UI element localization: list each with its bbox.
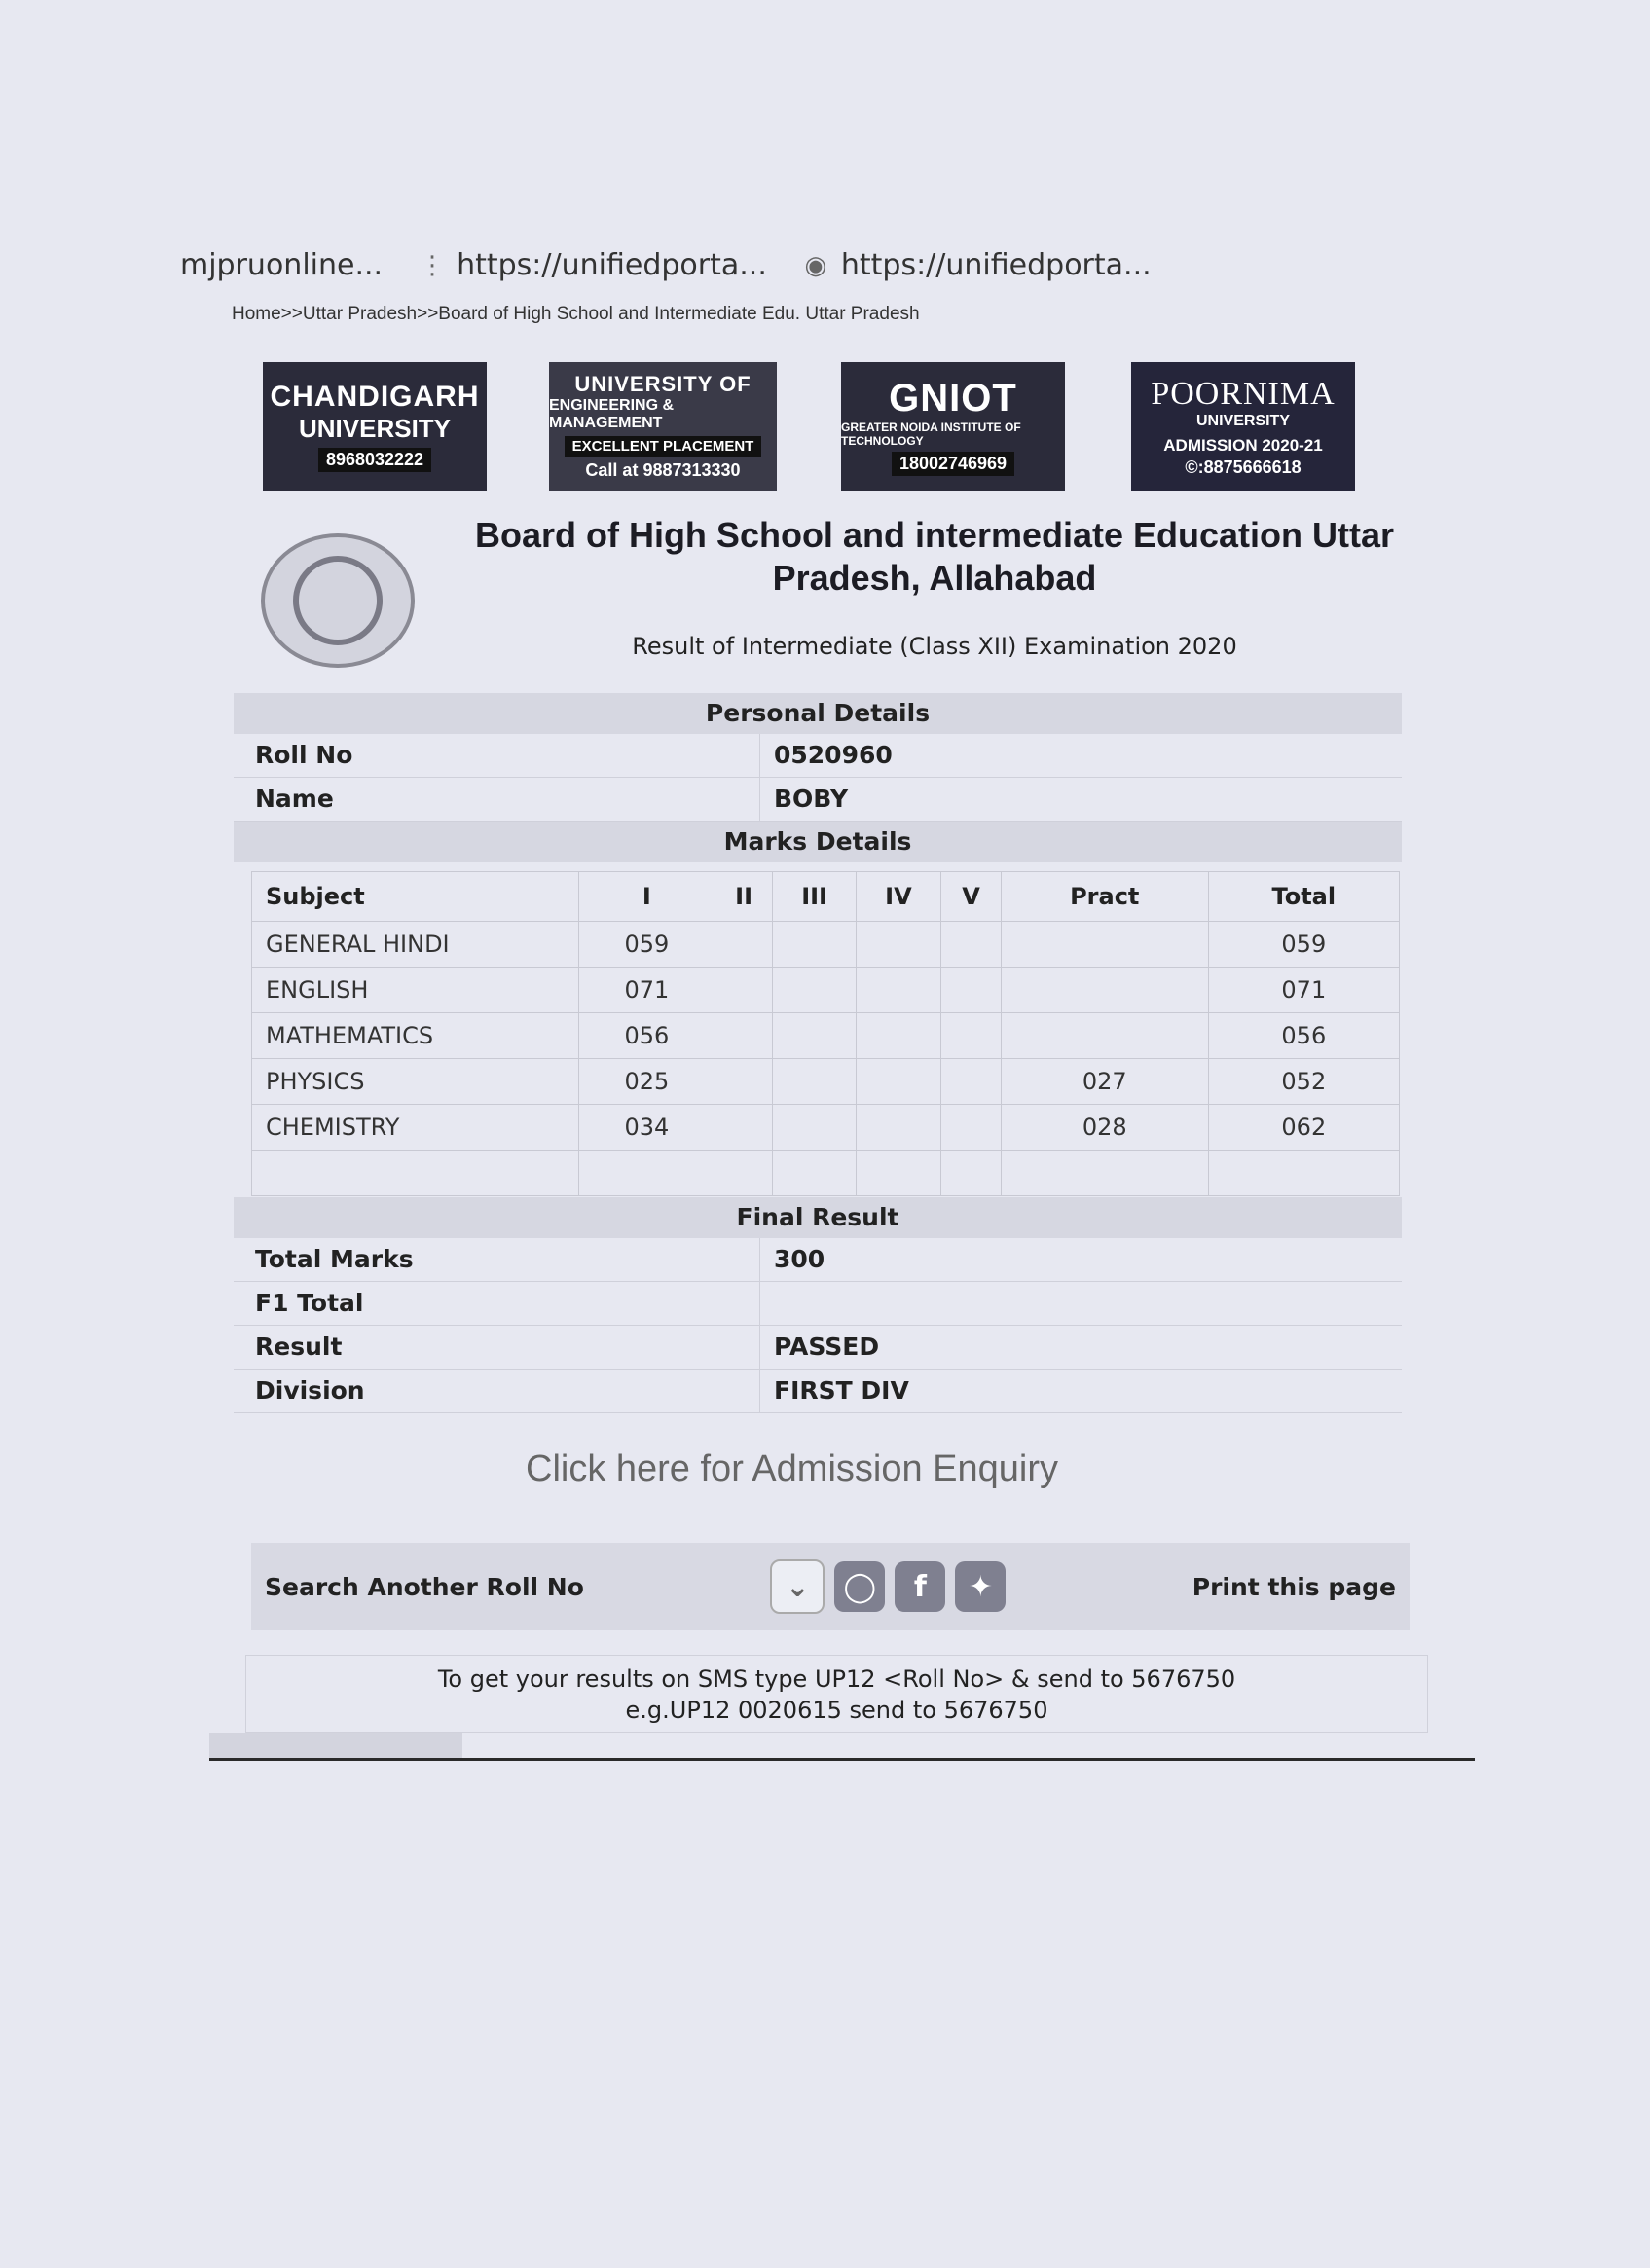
sms-example: e.g.UP12 0020615 send to 5676750 <box>625 1697 1048 1724</box>
exam-title: Result of Intermediate (Class XII) Examination 2020 <box>632 633 1237 660</box>
ad-phone: 18002746969 <box>892 452 1014 476</box>
marks-cell <box>715 1151 773 1196</box>
name-value: BOBY <box>759 778 1402 821</box>
roll-no-row <box>234 734 1402 778</box>
total-marks-row <box>234 1238 1402 1282</box>
marks-cell: 028 <box>1001 1105 1208 1151</box>
board-title: Board of High School and intermediate Education Uttar Pradesh, Allahabad <box>474 515 1395 598</box>
bookmark-2[interactable]: ⋮ https://unifiedporta... <box>420 248 767 282</box>
facebook-icon[interactable]: f <box>895 1561 945 1612</box>
name-label: Name <box>255 785 334 813</box>
subject-cell <box>252 1151 579 1196</box>
marks-cell <box>856 1105 940 1151</box>
social-icons <box>770 1559 1006 1614</box>
marks-cell: 056 <box>1208 1013 1399 1059</box>
subject-cell: PHYSICS <box>252 1059 579 1105</box>
division-value: FIRST DIV <box>759 1370 1402 1412</box>
division-label: Division <box>255 1376 365 1405</box>
marks-cell: 062 <box>1208 1105 1399 1151</box>
name-row <box>234 778 1402 822</box>
marks-cell <box>856 922 940 968</box>
bookmarks-bar <box>180 248 1152 282</box>
column-header: Subject <box>252 872 579 922</box>
ad-phone: ©:8875666618 <box>1185 457 1302 477</box>
bookmark-3[interactable]: ◉ https://unifiedporta... <box>804 248 1152 282</box>
final-result <box>234 1197 1402 1413</box>
marks-cell <box>1001 968 1208 1013</box>
marks-cell <box>941 1105 1002 1151</box>
footer-bar <box>209 1733 462 1758</box>
sms-line: To get your results on SMS type UP12 <Roll No> & send to 5676750 <box>437 1665 1236 1693</box>
f1-total-row <box>234 1282 1402 1326</box>
table-row <box>252 1059 1400 1105</box>
marks-cell <box>773 1013 856 1059</box>
marks-cell <box>1001 1013 1208 1059</box>
ad-text: UNIVERSITY <box>298 414 452 443</box>
sms-info <box>245 1655 1428 1733</box>
subject-cell: GENERAL HINDI <box>252 922 579 968</box>
subject-cell: CHEMISTRY <box>252 1105 579 1151</box>
division-row <box>234 1370 1402 1413</box>
subject-cell: MATHEMATICS <box>252 1013 579 1059</box>
marks-cell: 059 <box>579 922 715 968</box>
marks-cell <box>773 968 856 1013</box>
marks-cell: 071 <box>579 968 715 1013</box>
breadcrumb[interactable]: Home>>Uttar Pradesh>>Board of High School and Intermediate Edu. Uttar Pradesh <box>232 304 920 324</box>
section-heading: Final Result <box>234 1197 1402 1238</box>
marks-cell: 027 <box>1001 1059 1208 1105</box>
marks-cell <box>856 1059 940 1105</box>
search-another-roll-link[interactable]: Search Another Roll No <box>265 1572 584 1601</box>
marks-cell <box>856 1151 940 1196</box>
ad-chandigarh-university[interactable] <box>263 362 487 491</box>
marks-cell <box>715 1105 773 1151</box>
marks-cell <box>941 922 1002 968</box>
marks-cell <box>1001 922 1208 968</box>
bookmark-1[interactable]: mjpruonline... <box>180 248 384 282</box>
result-row <box>234 1326 1402 1370</box>
ad-phone: Call at 9887313330 <box>585 460 741 480</box>
marks-cell <box>1001 1151 1208 1196</box>
ad-text: GNIOT <box>889 377 1017 420</box>
column-header: II <box>715 872 773 922</box>
marks-cell <box>773 922 856 968</box>
marks-cell: 052 <box>1208 1059 1399 1105</box>
personal-details <box>234 693 1402 862</box>
marks-cell <box>715 1059 773 1105</box>
chevron-down-icon[interactable]: ⌄ <box>770 1559 825 1614</box>
marks-cell: 025 <box>579 1059 715 1105</box>
column-header: Pract <box>1001 872 1208 922</box>
marks-cell <box>941 1013 1002 1059</box>
marks-cell: 056 <box>579 1013 715 1059</box>
marks-cell <box>715 922 773 968</box>
subject-cell: ENGLISH <box>252 968 579 1013</box>
marks-cell <box>941 1151 1002 1196</box>
marks-cell <box>773 1059 856 1105</box>
ad-text: UNIVERSITY <box>1195 412 1290 429</box>
marks-cell <box>579 1151 715 1196</box>
marks-cell <box>773 1105 856 1151</box>
column-header: Total <box>1208 872 1399 922</box>
ad-text: CHANDIGARH <box>270 381 480 413</box>
roll-no-value: 0520960 <box>759 734 1402 777</box>
marks-cell <box>941 1059 1002 1105</box>
result-label: Result <box>255 1333 343 1361</box>
total-marks-value: 300 <box>759 1238 1402 1281</box>
marks-cell: 059 <box>1208 922 1399 968</box>
ad-poornima[interactable] <box>1131 362 1355 491</box>
ad-text: GREATER NOIDA INSTITUTE OF TECHNOLOGY <box>841 421 1021 448</box>
section-heading: Marks Details <box>234 822 1402 862</box>
seal-emblem-icon <box>293 556 383 645</box>
f1-total-label: F1 Total <box>255 1289 364 1317</box>
marks-cell <box>715 968 773 1013</box>
ad-uem[interactable] <box>549 362 777 491</box>
bookmark-icon: ⋮ <box>420 250 446 280</box>
roll-no-label: Roll No <box>255 741 353 769</box>
search-bar <box>251 1543 1410 1630</box>
marks-cell <box>941 968 1002 1013</box>
ad-text: ENGINEERING & MANAGEMENT <box>549 397 675 431</box>
admission-enquiry-link[interactable]: Click here for Admission Enquiry <box>526 1448 1058 1489</box>
ad-text: POORNIMA <box>1151 375 1336 412</box>
print-page-link[interactable]: Print this page <box>1192 1572 1396 1601</box>
ad-gniot[interactable] <box>841 362 1065 491</box>
ad-text: UNIVERSITY OF <box>574 372 752 396</box>
instagram-icon[interactable]: ◯ <box>834 1561 885 1612</box>
ad-phone: 8968032222 <box>318 448 431 472</box>
table-row <box>252 1105 1400 1151</box>
result-value: PASSED <box>759 1326 1402 1369</box>
marks-header-row <box>252 872 1400 922</box>
section-heading: Personal Details <box>234 693 1402 734</box>
marks-cell: 034 <box>579 1105 715 1151</box>
marks-cell: 071 <box>1208 968 1399 1013</box>
table-row <box>252 1013 1400 1059</box>
marks-cell <box>1208 1151 1399 1196</box>
table-row <box>252 1151 1400 1196</box>
column-header: IV <box>856 872 940 922</box>
table-row <box>252 922 1400 968</box>
marks-cell <box>773 1151 856 1196</box>
total-marks-label: Total Marks <box>255 1245 414 1273</box>
ad-text: ADMISSION 2020-21 <box>1163 435 1323 455</box>
globe-icon: ◉ <box>804 250 827 280</box>
marks-table <box>251 871 1400 1196</box>
ad-text: EXCELLENT PLACEMENT <box>565 436 762 457</box>
table-row <box>252 968 1400 1013</box>
twitter-icon[interactable]: ✦ <box>955 1561 1006 1612</box>
divider <box>209 1758 1475 1761</box>
up-seal-logo <box>261 533 415 668</box>
marks-cell <box>715 1013 773 1059</box>
column-header: III <box>773 872 856 922</box>
marks-cell <box>856 968 940 1013</box>
column-header: I <box>579 872 715 922</box>
marks-cell <box>856 1013 940 1059</box>
column-header: V <box>941 872 1002 922</box>
f1-total-value <box>759 1282 1402 1325</box>
